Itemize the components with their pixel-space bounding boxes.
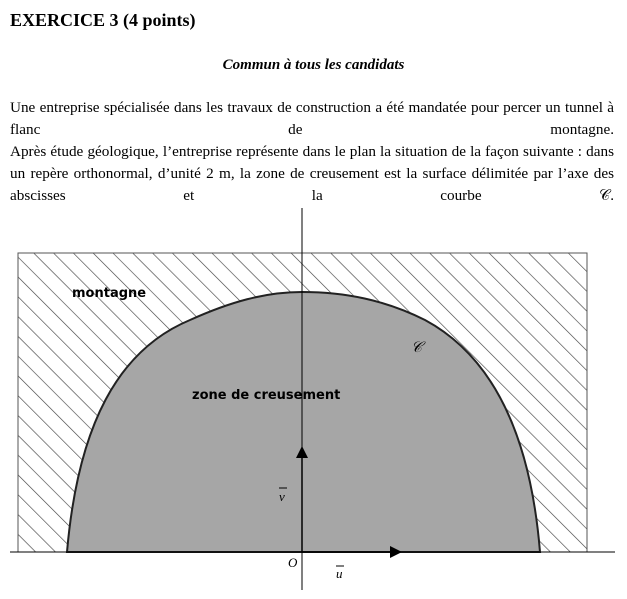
mountain-label: montagne (72, 286, 147, 301)
tunnel-figure (0, 200, 627, 599)
curve-label: 𝒞 (411, 340, 422, 356)
exercise-heading: EXERCICE 3 (4 points) (10, 10, 196, 30)
origin-label: O (288, 555, 298, 570)
exercise-subheading: Commun à tous les candidats (222, 57, 405, 73)
zone-label: zone de creusement (192, 388, 341, 403)
description-paragraph: Après étude géologique, l’entreprise représente dans le plan la situation de la façon suivante : dans un repère orthonormal, d’unité 2 m, la zone de creusement est la surface délimitée par l’axe des abscisses et la courbe 𝒞. (10, 143, 614, 204)
intro-paragraph: Une entreprise spécialisée dans les travaux de construction a été mandatée pour percer un tunnel à flanc de montagne. (10, 99, 614, 138)
vector-u-label: u (336, 566, 343, 581)
vector-v-label: v (279, 489, 285, 504)
